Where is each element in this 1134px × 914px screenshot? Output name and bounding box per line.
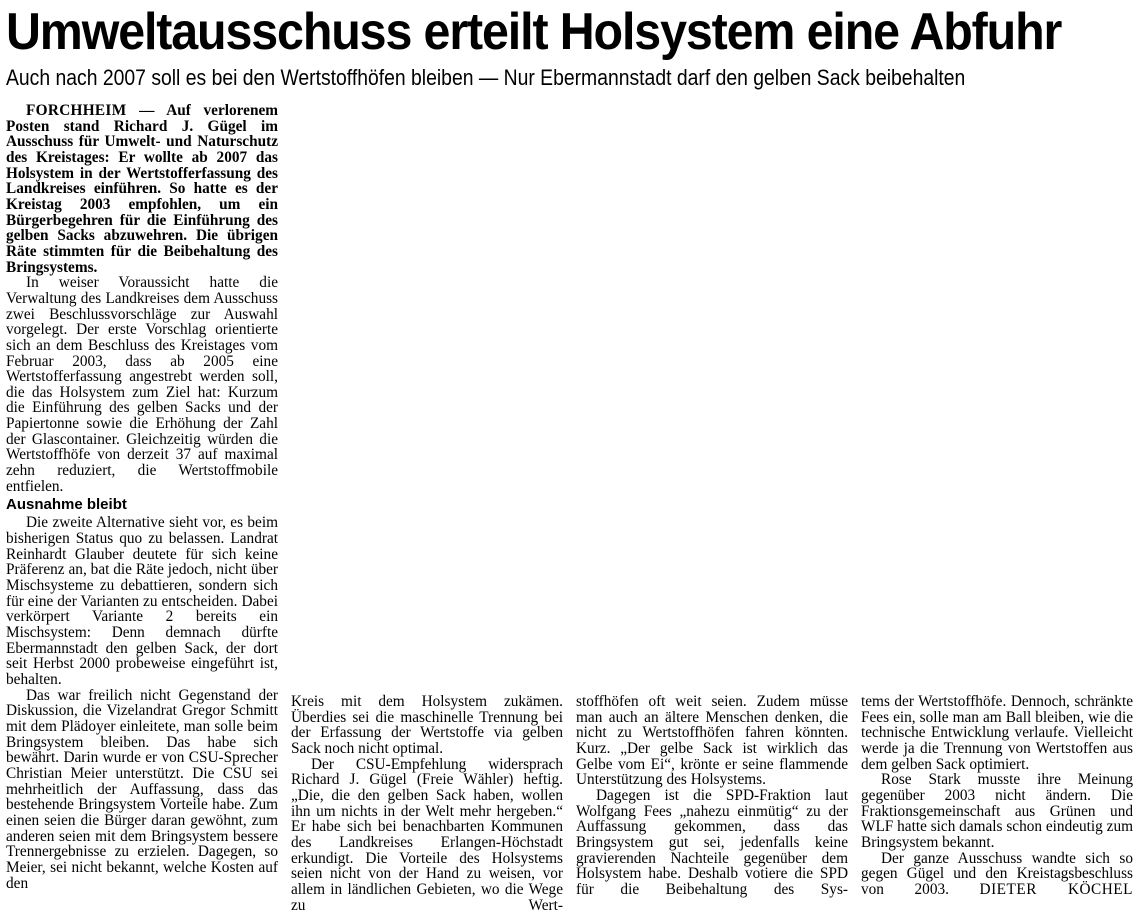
headline: Umweltausschuss erteilt Holsystem eine Abfuhr [6, 3, 1062, 61]
column-2 [291, 694, 563, 913]
column-4 [861, 694, 1133, 898]
body-paragraph: In weiser Voraussicht hatte die Verwaltung des Landkreises dem Ausschuss zwei Beschlussvorschläge zur Auswahl vorgelegt. Der erste Vorschlag orientierte sich an dem Beschluss des Kreistages vom Februar 2003, dass ab 2005 eine Wertstofferfassung angestrebt werden soll, die das Holsystem zum Ziel hat: Kurzum die Einführung des gelben Sacks und der Papiertonne sowie die Erhöhung der Zahl der Glascontainer. Gleichzeitig würden die Wertstoffhöfe von derzeit 37 auf maximal zehn reduziert, die Wertstoffmobile entfielen. [6, 274, 278, 495]
lead-text: — Auf verlorenem Posten stand Richard J. Gügel im Ausschuss für Umwelt- und Naturschutz des Kreistages: Er wollte ab 2007 das Holsystem in der Wertstofferfassung des Landkreises einführen. So hatte es der Kreistag 2003 empfohlen, um ein Bürgerbegehren für die Einführung des gelben Sacks abzuwehren. Die übrigen Räte stimmten für die Beibehaltung des Bringsystems. [6, 102, 278, 276]
column-3 [576, 694, 848, 898]
body-paragraph: Die zweite Alternative sieht vor, es beim bisherigen Status quo zu belassen. Landrat Reinhardt Glauber deutete für sich keine Präferenz an, bat die Räte jedoch, nicht über Mischsysteme zu debattieren, sondern sich für eine der Varianten zu entscheiden. Dabei verkörpert Variante 2 bereits ein Mischsystem: Denn demnach dürfte Ebermannstadt den gelben Sack, der dort seit Herbst 2000 probeweise eingeführt ist, behalten. [6, 514, 278, 688]
continuation-paragraph: stoffhöfen oft weit seien. Zudem müsse man auch an ältere Menschen denken, die nicht zu Wertstoffhöfen fahren könnten. Kurz. „Der gelbe Sack ist wirklich das Gelbe vom Ei“, krönte er seine flammende Unterstützung des Holsystems. [576, 693, 848, 789]
body-paragraph: Dagegen ist die SPD-Fraktion laut Wolfgang Fees „nahezu einmütig“ zu der Auffassung gekommen, dass das Bringsystem gut sei, jedenfalls keine gravierenden Nachteile gegenüber dem Holsystem habe. Deshalb votiere die SPD für die Beibehaltung des Sys- [576, 786, 848, 898]
continuation-paragraph: Kreis mit dem Holsystem zukämen. Überdies sei die maschinelle Trennung bei der Erfassung der Wertstoffe via gelben Sack noch nicht optimal. [291, 693, 563, 757]
body-paragraph: Rose Stark musste ihre Meinung gegenüber 2003 nicht ändern. Die Fraktionsgemeinschaft aus Grünen und WLF hatte sich damals schon eindeutig zum Bringsystem bekannt. [861, 771, 1133, 851]
lead-paragraph [6, 103, 278, 275]
closing-paragraph [861, 851, 1133, 898]
body-paragraph: Das war freilich nicht Gegenstand der Diskussion, die Vizelandrat Gregor Schmitt mit dem Plädoyer einleitete, man solle beim Bringsystem bleiben. Das habe sich bewährt. Darin wurde er von CSU-Sprecher Christian Meier unterstützt. Die CSU sei mehrheitlich der Auffassung, dass das bestehende Bringsystem Vorteile habe. Zum einen seien die Bürger daran gewöhnt, zum anderen seien mit dem Bringsystem bessere Trennergebnisse zu erzielen. Dagegen, so Meier, sei nicht bekannt, welche Kosten auf den [6, 686, 278, 892]
body-paragraph: Der CSU-Empfehlung widersprach Richard J. Gügel (Freie Wähler) heftig. „Die, die den gelben Sack haben, wollen ihn um nichts in der Welt mehr hergeben.“ Er habe sich bei benachbarten Kommunen des Landkreises Erlangen-Höchstadt erkundigt. Die Vorteile des Holsystems seien nicht von der Hand zu weisen, vor allem in ländlichen Gebieten, wo die Wege zu Wert- [291, 755, 563, 914]
column-1 [6, 103, 278, 891]
subheadline: Auch nach 2007 soll es bei den Wertstoffhöfen bleiben — Nur Ebermannstadt darf den gelben Sack beibehalten [6, 65, 966, 90]
continuation-paragraph: tems der Wertstoffhöfe. Dennoch, schränkte Fees ein, solle man am Ball bleiben, wie die technische Entwicklung verlaufe. Vielleicht werde ja die Trennung von Wertstoffen aus dem gelben Sack optimiert. [861, 693, 1133, 773]
author-byline: DIETER KÖCHEL [979, 880, 1133, 898]
closing-text: Der ganze Ausschuss wandte sich so gegen Gügel und den Kreistagsbeschluss von 2003. [861, 849, 1133, 898]
dateline: FORCHHEIM [26, 102, 127, 119]
section-heading: Ausnahme bleibt [6, 496, 127, 514]
